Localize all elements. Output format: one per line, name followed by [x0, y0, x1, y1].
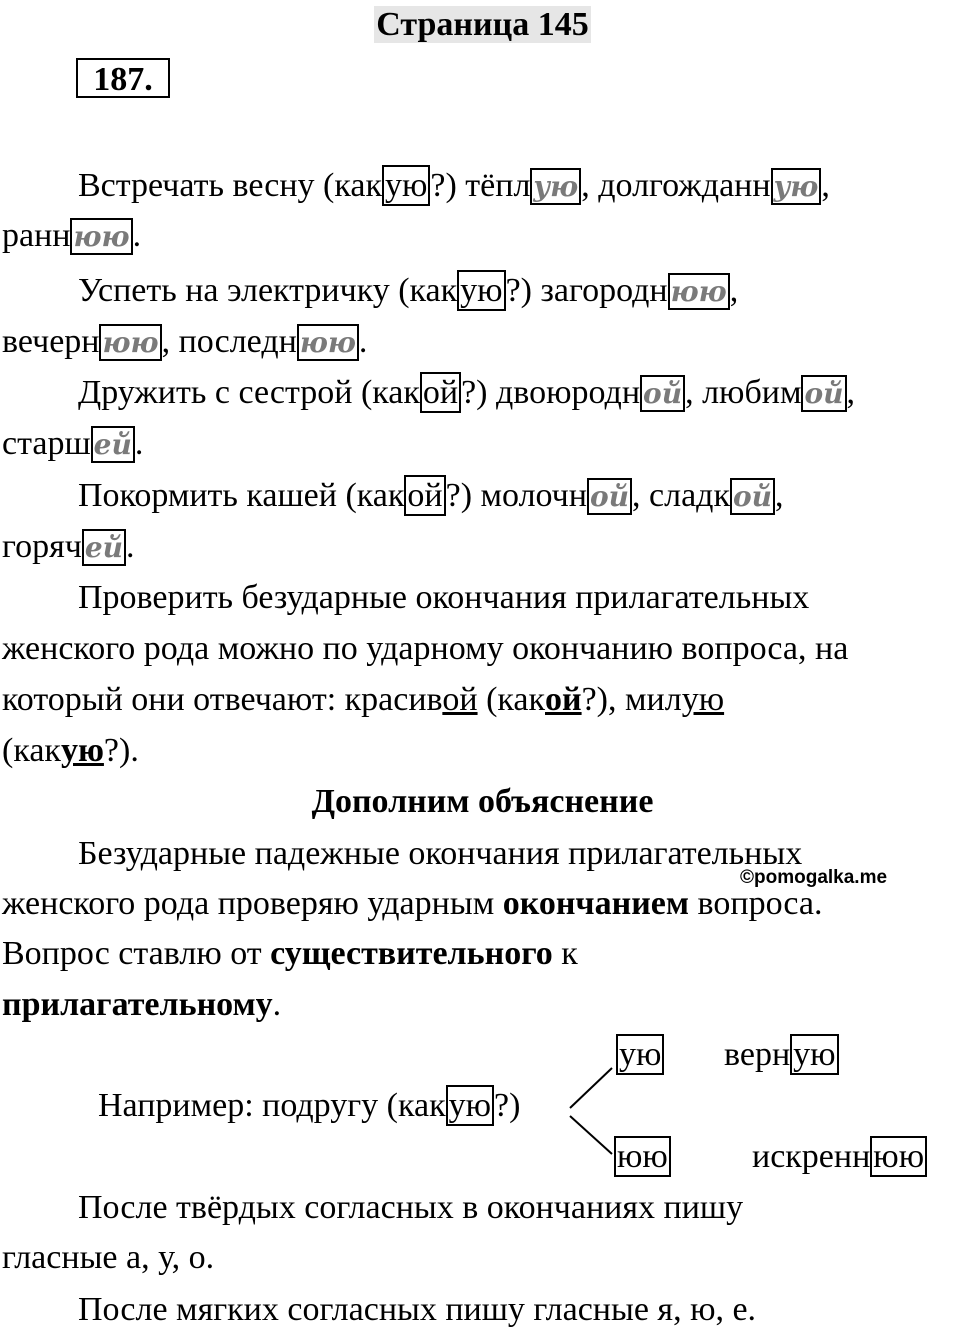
ending-box: ой: [801, 375, 846, 412]
watermark: ©pomogalka.me: [740, 867, 888, 888]
task-number-value: 187: [93, 61, 145, 98]
text: ?): [494, 1087, 521, 1124]
text: ?), мил: [581, 681, 682, 718]
text: верн: [724, 1036, 791, 1073]
underlined-ending: ой: [545, 681, 582, 718]
ending-box: ую: [790, 1034, 838, 1075]
example-top-word: [724, 1038, 839, 1072]
text: (как: [2, 732, 61, 769]
ending-box: ей: [82, 529, 126, 566]
p3-line2: [2, 427, 143, 461]
ending-box: ую: [530, 168, 581, 205]
text: Покормить кашей (как: [78, 477, 405, 514]
question-ending-box: ую: [382, 165, 430, 206]
ending-box: юю: [70, 218, 132, 255]
p5-line2: женского рода можно по ударному окончанию вопроса, на: [2, 630, 849, 667]
question-ending-box: ой: [404, 475, 445, 516]
underlined-ending: ую: [681, 681, 725, 718]
rule-line3: После мягких согласных пишу гласные я, ю, е.: [78, 1291, 757, 1328]
text: Успеть на электричку (как: [78, 272, 458, 309]
ending-box: ой: [587, 478, 632, 515]
text: .: [126, 528, 135, 565]
task-number: [76, 58, 170, 98]
text: Встречать весну (как: [78, 167, 382, 204]
ending-box: юю: [99, 324, 161, 361]
ending-box: юю: [870, 1136, 927, 1177]
ending-box: ую: [771, 168, 822, 205]
p5-line1: Проверить безударные окончания прилагательных: [78, 579, 810, 616]
text: ,: [846, 374, 856, 411]
text: ,: [729, 272, 739, 309]
explanation-line1: Безударные падежные окончания прилагательных: [78, 835, 803, 872]
text: , долгожданн: [581, 167, 771, 204]
question-ending-box: ой: [420, 372, 461, 413]
p4-line2: [2, 530, 135, 564]
task-number-dot: .: [144, 61, 153, 98]
explanation-line3: [2, 937, 578, 971]
text: .: [134, 425, 144, 462]
underlined-ending: ой: [442, 681, 478, 718]
text: ранн: [2, 217, 71, 254]
text: ,: [821, 167, 830, 204]
explanation-line4: [2, 988, 281, 1022]
text: ,: [775, 477, 784, 514]
p1-line2: [2, 219, 141, 253]
text: , сладк: [632, 477, 730, 514]
branch-line-bottom: [570, 1116, 612, 1154]
text: ?) молочн: [445, 477, 587, 514]
bold-term: окончанием: [502, 885, 690, 922]
text: вечерн: [2, 323, 100, 360]
text: , любим: [685, 374, 802, 411]
section-heading: Дополним объяснение: [311, 783, 654, 820]
page-title-text: Страница 145: [376, 6, 589, 43]
bold-term: существительного: [270, 935, 553, 972]
rule-line2: гласные а, у, о.: [2, 1239, 215, 1276]
text: вопроса.: [689, 885, 823, 922]
ending-box: юю: [297, 324, 359, 361]
p1-line1: [78, 169, 830, 203]
explanation-line2: [2, 887, 823, 921]
text: который они отвечают: красив: [2, 681, 443, 718]
text: Например: подругу (как: [98, 1087, 446, 1124]
text: , последн: [161, 323, 297, 360]
text: ?) тёпл: [430, 167, 531, 204]
text: .: [272, 986, 282, 1023]
text: ?).: [103, 732, 139, 769]
p5-line3: [2, 683, 724, 717]
branch-line-top: [570, 1068, 612, 1108]
question-ending-box: ую: [446, 1085, 494, 1126]
text: ?) загородн: [505, 272, 668, 309]
text: .: [132, 217, 142, 254]
example-lead: [98, 1089, 520, 1123]
branch-lines: [560, 1060, 620, 1160]
underlined-ending: ую: [60, 732, 104, 769]
p3-line1: [78, 376, 855, 410]
example-top-ending: [616, 1038, 664, 1072]
text: Дружить с сестрой (как: [78, 374, 420, 411]
text: Вопрос ставлю от: [2, 935, 271, 972]
text: ?) двоюродн: [461, 374, 641, 411]
ending-box: ую: [616, 1034, 664, 1075]
text: женского рода проверяю ударным: [2, 885, 503, 922]
ending-box: юю: [668, 273, 730, 310]
ending-box: юю: [614, 1136, 671, 1177]
text: искренн: [752, 1138, 871, 1175]
question-ending-box: ую: [457, 270, 505, 311]
example-bottom-ending: [614, 1140, 671, 1174]
text: (как: [477, 681, 545, 718]
p5-line4: [2, 734, 139, 768]
page-title: [0, 6, 960, 44]
ending-box: ей: [91, 426, 135, 463]
ending-box: ой: [730, 478, 775, 515]
bold-term: прилагательному: [2, 986, 273, 1023]
p4-line1: [78, 479, 784, 513]
p2-line1: [78, 274, 738, 308]
text: .: [358, 323, 368, 360]
text: горяч: [2, 528, 82, 565]
text: старш: [2, 425, 91, 462]
example-bottom-word: [752, 1140, 927, 1174]
text: к: [552, 935, 578, 972]
rule-line1: После твёрдых согласных в окончаниях пишу: [78, 1189, 744, 1226]
p2-line2: [2, 325, 367, 359]
ending-box: ой: [640, 375, 685, 412]
